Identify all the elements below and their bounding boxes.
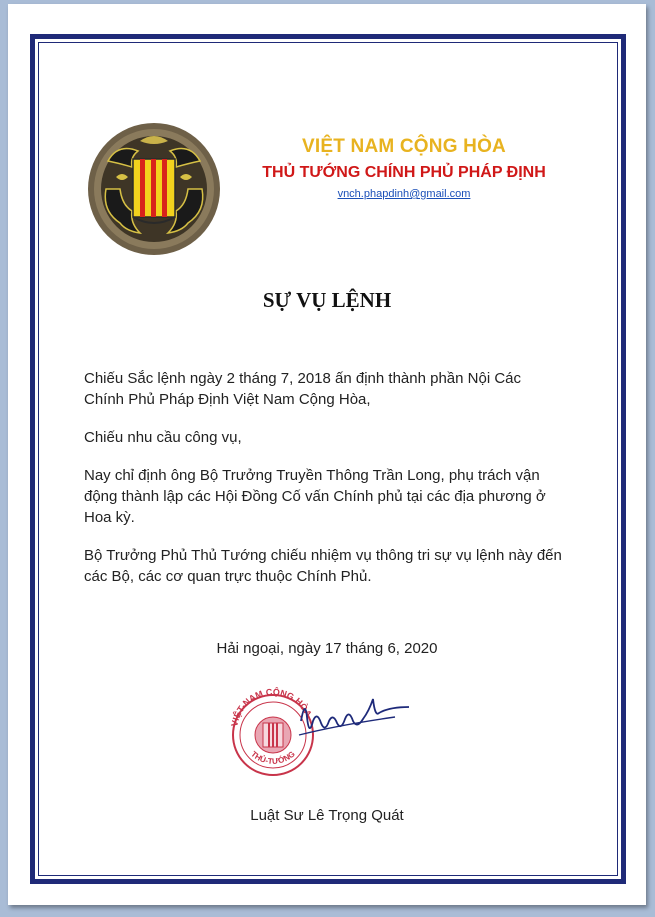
email-link[interactable]: vnch.phapdinh@gmail.com [337,188,471,200]
letterhead-title-country: VIỆT NAM CỘNG HÒA [302,136,506,157]
body-paragraph: Bộ Trưởng Phủ Thủ Tướng chiếu nhiệm vụ thông tri sự vụ lệnh này đến các Bộ, các cơ quan trực thuộc Chính Phủ. [84,547,562,585]
letterhead-title-office: THỦ TƯỚNG CHÍNH PHỦ PHÁP ĐỊNH [262,164,546,181]
document-page [8,4,646,905]
body-paragraph: Chiếu Sắc lệnh ngày 2 tháng 7, 2018 ấn định thành phần Nội Các Chính Phủ Pháp Định Việt Nam Cộng Hòa, [84,370,521,408]
document-title: SỰ VỤ LỆNH [262,288,392,312]
document-body [84,368,564,604]
body-paragraph: Nay chỉ định ông Bộ Trưởng Truyền Thông Trần Long, phụ trách vận động thành lập các Hội Đồng Cố vấn Chính phủ tại các địa phương ở Hoa kỳ. [84,467,546,526]
svg-text:THỦ-TƯỚNG: THỦ-TƯỚNG [249,749,297,767]
date-line: Hải ngoại, ngày 17 tháng 6, 2020 [216,640,438,657]
official-stamp-icon [215,679,425,779]
letterhead [234,136,574,202]
signer-name: Luật Sư Lê Trọng Quát [250,807,404,824]
body-paragraph: Chiếu nhu cầu công vụ, [84,429,242,446]
emblem-seal-icon [80,119,230,259]
svg-text:VIỆT-NAM CỘNG HÒA: VIỆT-NAM CỘNG HÒA [229,686,314,728]
